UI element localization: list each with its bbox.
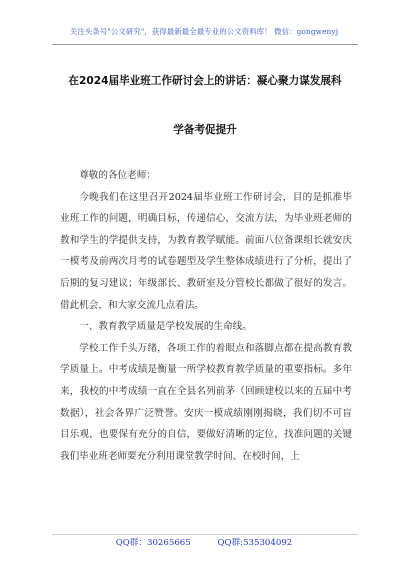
document-title-line-2: 学备考促提升 [173,124,237,136]
header-note: 关注头条号"公文研究"，获得最新最全最专业的公文资料库！ 微信：gongwenyj [69,27,339,36]
footer-divider [52,534,358,535]
salutation: 尊敬的各位老师： [79,170,156,181]
header-divider [52,44,358,45]
footer-qq-group-1: QQ群：30265665 [115,538,191,548]
section-heading: 一、教育教学质量是学校发展的生命线。 [79,321,252,333]
paragraph: 学校工作千头万绪，各项工作的着眼点和落脚点都在提高教育教学质量上。中考成绩是衡量一所学校教育教学质量的重要指标。多年来，我校的中考成绩一直在全县名列前茅（回顾建校以来的五届中考数据），社会各界广泛赞誉。安庆一模成绩刚刚揭晓，我们切不可盲目乐观，也要保有充分的自信，要做好清晰的定位，找准问题的关键我们毕业班老师要充分利用课堂教学时间、在校时间，上 [60,342,352,462]
document-body [60,165,352,467]
footer-note [0,536,408,548]
paragraph: 今晚我们在这里召开2024届毕业班工作研讨会，目的是抓准毕业班工作的问题，明确目标，传递信心，交流方法，为毕业班老师的教和学生的学提供支持，为教育教学赋能。前面八位备课组长就安庆一模考及前两次月考的试卷题型及学生整体成绩进行了分析，提出了后期的复习建议；年级部长、教研室及分管校长都做了很好的发言。借此机会，和大家交流几点看法。 [60,191,352,311]
footer-qq-group-2: QQ群:535304092 [217,538,293,548]
document-title-line-1: 在2024届毕业班工作研讨会上的讲话：凝心聚力谋发展科 [68,75,342,87]
